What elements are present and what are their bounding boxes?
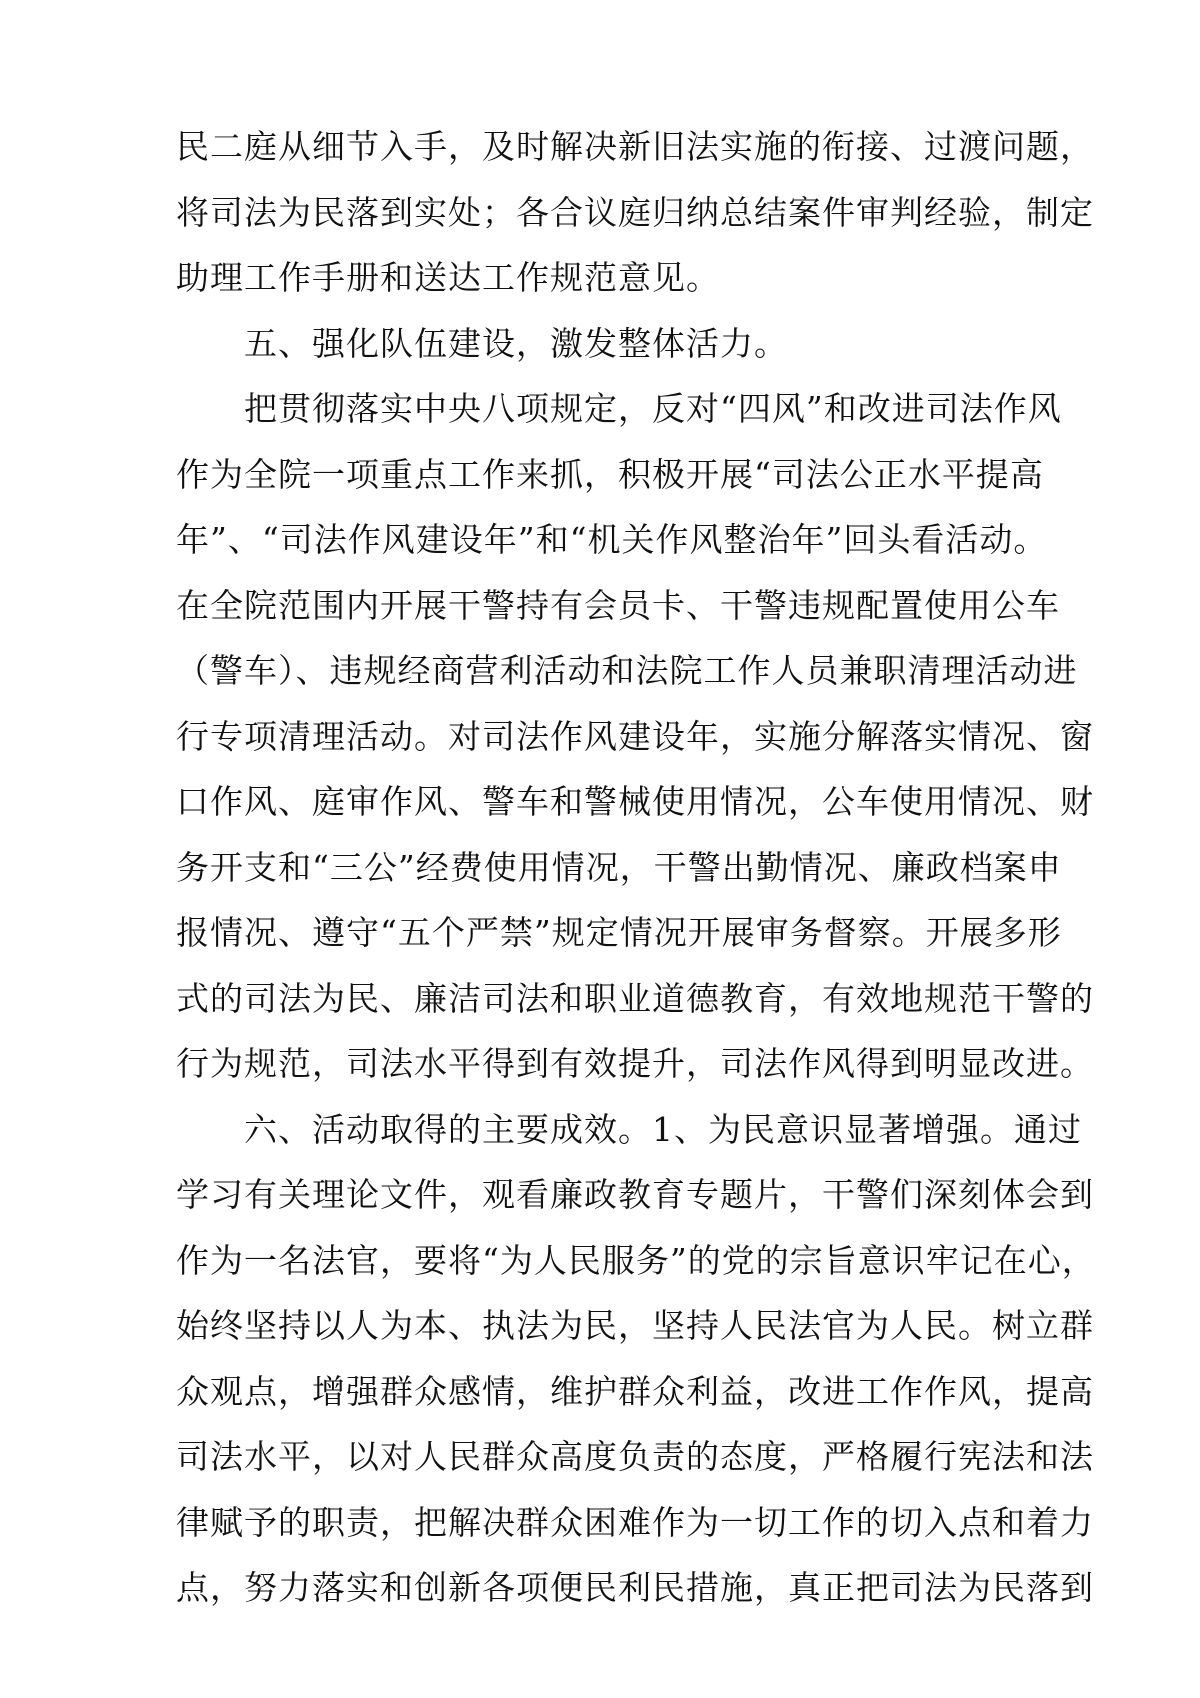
- text-line: 作为全院一项重点工作来抓，积极开展“司法公正水平提高: [176, 454, 1044, 494]
- text-line: 行专项清理活动。对司法作风建设年，实施分解落实情况、窗: [176, 716, 1094, 756]
- body-text: [176, 114, 1096, 1621]
- text-line: 民二庭从细节入手，及时解决新旧法实施的衔接、过渡问题，: [176, 127, 1094, 166]
- section-heading-6: 六、活动取得的主要成效。1、为民意识显著增强。通过: [244, 1109, 1082, 1149]
- text-line: 把贯彻落实中央八项规定，反对“四风”和改进司法作风: [244, 389, 1062, 428]
- text-line: 务开支和“三公”经费使用情况，干警出勤情况、廉政档案申: [176, 847, 1062, 887]
- text-line: 学习有关理论文件，观看廉政教育专题片，干警们深刻体会到: [176, 1175, 1094, 1214]
- text-line: 报情况、遵守“五个严禁”规定情况开展审务督察。开展多形: [176, 913, 1062, 952]
- text-line: （警车）、违规经商营利活动和法院工作人员兼职清理活动进: [176, 651, 1078, 690]
- text-line: 行为规范，司法水平得到有效提升，司法作风得到明显改进。: [176, 1044, 1094, 1083]
- text-line: 口作风、庭审作风、警车和警械使用情况，公车使用情况、财: [176, 782, 1094, 821]
- text-line: 众观点，增强群众感情，维护群众利益，改进工作作风，提高: [176, 1371, 1094, 1411]
- text-line: 司法水平，以对人民群众高度负责的态度，严格履行宪法和法: [176, 1437, 1094, 1476]
- text-line: 在全院范围内开展干警持有会员卡、干警违规配置使用公车: [176, 585, 1060, 625]
- text-line: 式的司法为民、廉洁司法和职业道德教育，有效地规范干警的: [176, 978, 1094, 1018]
- text-line: 作为一名法官，要将“为人民服务”的党的宗旨意识牢记在心，: [176, 1240, 1096, 1280]
- text-line: 年”、“司法作风建设年”和“机关作风整治年”回头看活动。: [176, 520, 1048, 559]
- section-heading-5: 五、强化队伍建设，激发整体活力。: [244, 323, 788, 363]
- text-line: 助理工作手册和送达工作规范意见。: [176, 258, 720, 297]
- text-line: 将司法为民落到实处；各合议庭归纳总结案件审判经验，制定: [176, 192, 1094, 232]
- text-line: 点，努力落实和创新各项便民利民措施，真正把司法为民落到: [176, 1568, 1094, 1607]
- text-line: 始终坚持以人为本、执法为民，坚持人民法官为人民。树立群: [176, 1306, 1094, 1345]
- text-line: 律赋予的职责，把解决群众困难作为一切工作的切入点和着力: [176, 1502, 1094, 1542]
